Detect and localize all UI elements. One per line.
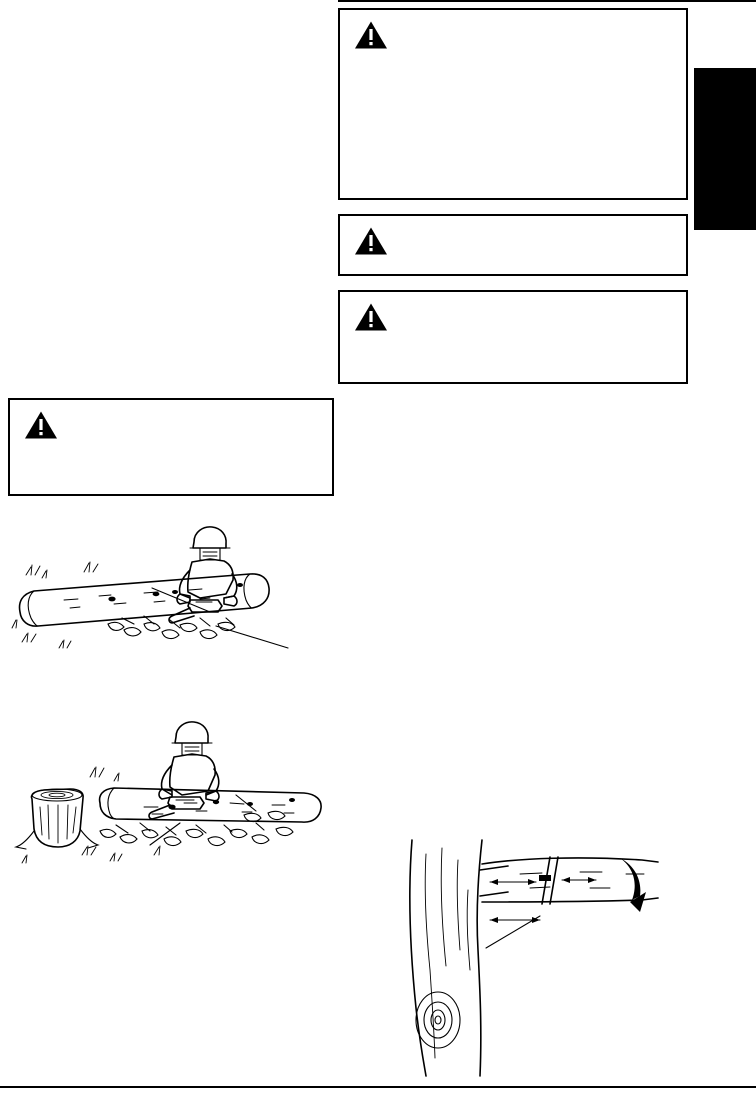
brush-leaves: [100, 811, 293, 845]
warning-box-4: [8, 398, 334, 496]
operator-figure: [177, 527, 237, 606]
warning-box-1: [338, 8, 688, 200]
ground-grass: [22, 767, 160, 863]
ground-grass: [12, 562, 98, 648]
figure-felling-hinge-notch: [390, 830, 670, 1080]
chainsaw: [169, 600, 222, 623]
warning-triangle-icon: [354, 20, 388, 50]
fall-direction-arrow: [620, 858, 646, 912]
tree-trunk: [410, 840, 482, 1076]
warning-triangle-icon: [354, 226, 388, 256]
warning-box-3: [338, 290, 688, 384]
header-rule: [338, 0, 756, 2]
cut-lines: [539, 857, 558, 904]
brush-leaves: [108, 616, 235, 639]
chainsaw: [149, 797, 204, 819]
figure-bucking-supported-both-ends: [4, 520, 304, 665]
warning-triangle-icon: [24, 410, 58, 440]
warning-triangle-icon: [354, 302, 388, 332]
page-edge-thumb-tab: [694, 68, 756, 230]
trunk-knot: [416, 992, 460, 1048]
tree-stump: [16, 789, 98, 849]
footer-rule: [0, 1086, 756, 1088]
figure-bucking-near-stump: [4, 715, 334, 875]
warning-box-2: [338, 214, 688, 276]
